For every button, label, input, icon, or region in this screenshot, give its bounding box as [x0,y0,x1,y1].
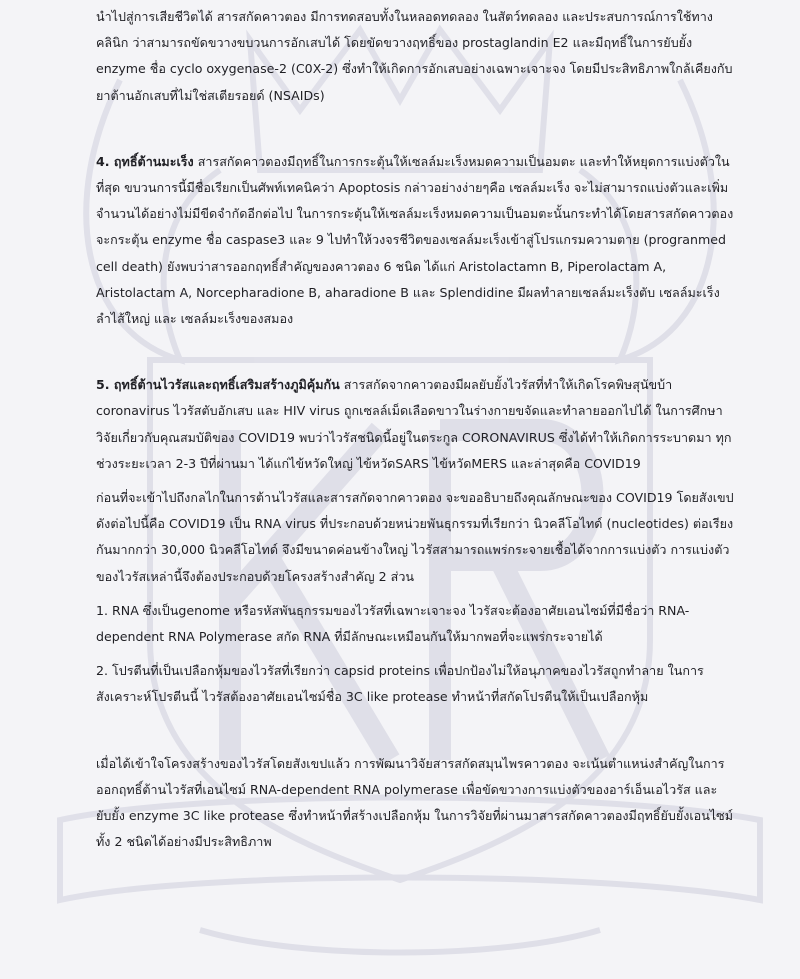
section-heading-anticancer: 4. ฤทธิ์ต้านมะเร็ง [96,153,194,169]
paragraph-spacer [96,650,734,658]
paragraph-anticancer [96,149,734,332]
list-item-capsid-proteins [96,658,734,710]
paragraph-spacer [96,590,734,598]
paragraph-antiviral [96,372,734,477]
paragraph-spacer [96,477,734,485]
paragraph-text: สารสกัดคาวตองมีฤทธิ์ในการกระตุ้นให้เซลล์มะเร็งหมดความเป็นอมตะ และทำให้หยุดการแบ่งตัวในที่สุด ขบวนการนี้มีชื่อเรียกเป็นศัพท์เทคนิคว่า Apoptosis กล่าวอย่างง่ายๆคือ เซลล์มะเร็ง จะไม่สามารถแบ่งตัวและเพิ่มจำนวนได้อย่างไม่มีขีดจำกัดอีกต่อไป ในการกระตุ้นให้เซลล์มะเร็งหมดความเป็นอมตะนั้นกระทำได้โดยสารสกัดคาวตองจะกระตุ้น enzyme ชื่อ caspase3 และ 9 ไปทำให้วงจรชีวิตของเซลล์มะเร็งเข้าสู่โปรแกรมความตาย (progranmed cell death) ยังพบว่าสารออกฤทธิ์สำคัญของคาวตอง 6 ชนิด ได้แก่ Aristolactamn B, Piperolactam A, Aristolactam A, Norcepharadione B, aharadione B และ Splendidine มีผลทำลายเซลล์มะเร็งตับ เซลล์มะเร็งลำไส้ใหญ่ และ เซลล์มะเร็งของสมอง [96,153,734,327]
section-spacer [96,109,734,149]
section-heading-antiviral: 5. ฤทธิ์ต้านไวรัสและฤทธิ์เสริมสร้างภูมิคุ้มกัน [96,377,340,393]
paragraph-inflammation-continued [96,4,734,109]
paragraph-covid19-structure [96,485,734,590]
paragraph-text: นำไปสู่การเสียชีวิตได้ สารสกัดคาวตอง มีการทดสอบทั้งในหลอดทดลอง ในสัตว์ทดลอง และประสบการณ์การใช้ทางคลินิก ว่าสามารถขัดขวางขบวนการอักเสบได้ โดยขัดขวางฤทธิ์ของ prostaglandin E2 และมีฤทธิ์ในการยับยั้ง enzyme ชื่อ cyclo oxygenase-2 (C0X-2) ซึ่งทำให้เกิดการอักเสบอย่างเฉพาะเจาะจง โดยมีประสิทธิภาพใกล้เคียงกับยาต้านอักเสบที่ไม่ใช่สเตียรอยด์ (NSAIDs) [96,9,733,103]
list-item-rna [96,598,734,650]
paragraph-text: เมื่อได้เข้าใจโครงสร้างของไวรัสโดยสังเขปแล้ว การพัฒนาวิจัยสารสกัดสมุนไพรคาวตอง จะเน้นตำแหน่งสำคัญในการออกฤทธิ์ต้านไวรัสที่เอนไซม์ RNA-dependent RNA polymerase เพื่อขัดขวางการแบ่งตัวของอาร์เอ็นเอไวรัส และยับยั้ง enzyme 3C like protease ซึ่งทำหน้าที่สร้างเปลือกหุ้ม ในการวิจัยที่ผ่านมาสารสกัดคาวตองมีฤทธิ์ยับยั้งเอนไซม์ทั้ง 2 ชนิดได้อย่างมีประสิทธิภาพ [96,755,734,850]
paragraph-text: ก่อนที่จะเข้าไปถึงกลไกในการต้านไวรัสและสารสกัดจากคาวตอง จะขออธิบายถึงคุณลักษณะของ COVID19 โดยสังเขปดังต่อไปนี้คือ COVID19 เป็น RNA virus ที่ประกอบด้วยหน่วยพันธุกรรมที่เรียกว่า นิวคลีโอไทด์ (nucleotides) ต่อเรียงกันมากกว่า 30,000 นิวคลีโอไทด์ จึงมีขนาดค่อนข้างใหญ่ ไวรัสสามารถแพร่กระจายเชื้อได้จากการแบ่งตัว การแบ่งตัวของไวรัสเหล่านี้จึงต้องประกอบด้วยโครงสร้างสำคัญ 2 ส่วน [96,490,734,584]
paragraph-conclusion [96,751,734,856]
paragraph-text: 1. RNA ซึ่งเป็นgenome หรือรหัสพันธุกรรมของไวรัสที่เฉพาะเจาะจง ไวรัสจะต้องอาศัยเอนไซม์ที่มีชื่อว่า RNA-dependent RNA Polymerase สกัด RNA ที่มีลักษณะเหมือนกันให้มากพอที่จะแพร่กระจายได้ [96,602,690,645]
paragraph-text: สารสกัดจากคาวตองมีผลยับยั้งไวรัสที่ทำให้เกิดโรคพิษสุนัขบ้า coronavirus ไวรัสตับอักเสบ และ HIV virus ถูกเซลล์เม็ดเลือดขาวในร่างกายขจัดและทำลายออกไปได้ ในการศึกษาวิจัยเกี่ยวกับคุณสมบัติของ COVID19 พบว่าไวรัสชนิดนี้อยู่ในตระกูล CORONAVIRUS ซึ่งได้ทำให้เกิดการระบาดมา ทุกช่วงระยะเวลา 2-3 ปีที่ผ่านมา ได้แก่ไข้หวัดใหญ่ ไข้หวัดSARS ไข้หวัดMERS และล่าสุดคือ COVID19 [96,377,732,471]
paragraph-text: 2. โปรตีนที่เป็นเปลือกหุ้มของไวรัสที่เรียกว่า capsid proteins เพื่อปกป้องไม่ให้อนุภาคของไวรัสถูกทำลาย ในการสังเคราะห์โปรตีนนี้ ไวรัสต้องอาศัยเอนไซม์ชื่อ 3C like protease ทำหน้าที่สกัดโปรตีนให้เป็นเปลือกหุ้ม [96,663,704,705]
section-spacer [96,332,734,372]
section-spacer [96,711,734,751]
